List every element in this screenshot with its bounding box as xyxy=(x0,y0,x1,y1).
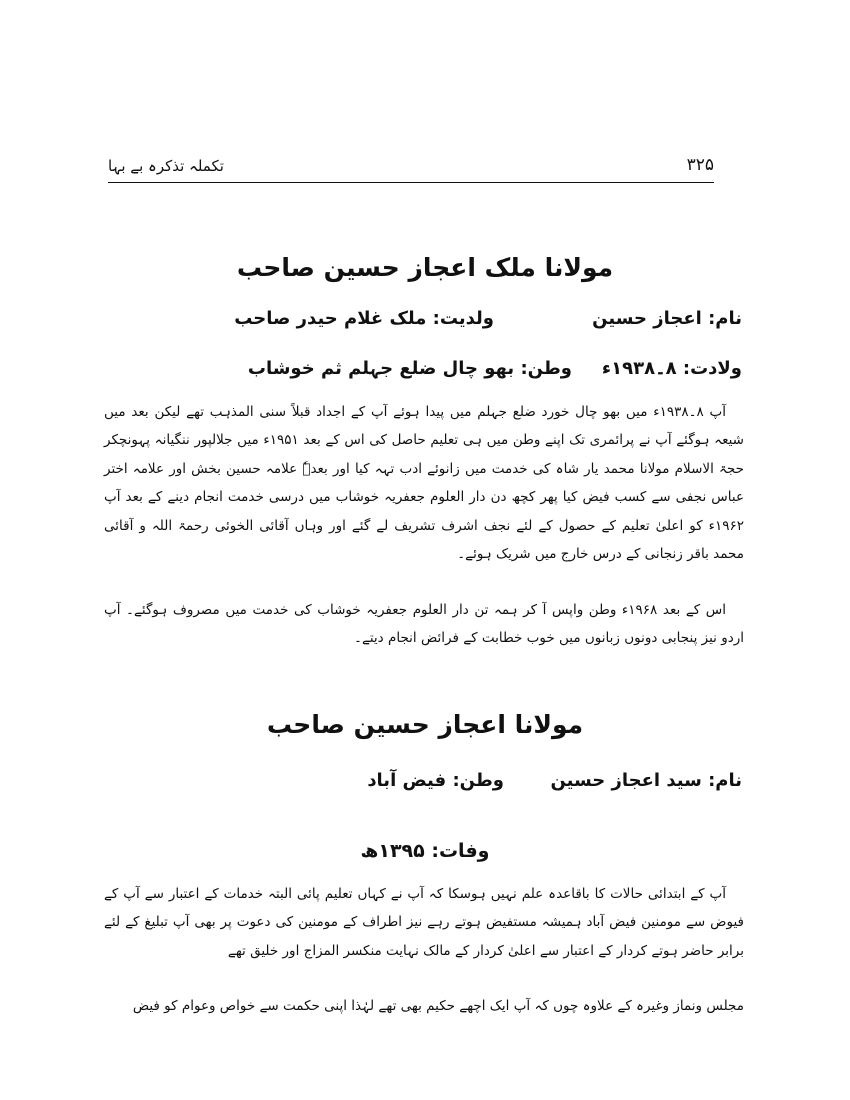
entry2-death: وفات: ۱۳۹۵ھ xyxy=(360,840,490,862)
header-divider xyxy=(108,182,714,183)
entry2-name: نام: سید اعجاز حسین xyxy=(550,770,742,791)
entry2-homeland: وطن: فیض آباد xyxy=(367,770,504,791)
page-number: ۳۲۵ xyxy=(686,155,714,175)
entry1-heading: مولانا ملک اعجاز حسین صاحب xyxy=(236,253,614,282)
entry2-heading: مولانا اعجاز حسین صاحب xyxy=(266,710,584,739)
running-header xyxy=(108,155,714,179)
running-header-title: تکملہ تذکرہ بے بہا xyxy=(108,157,224,175)
entry1-name: نام: اعجاز حسین xyxy=(592,308,742,329)
entry1-father: ولدیت: ملک غلام حیدر صاحب xyxy=(234,308,494,329)
entry1-birth: ولادت: ۸۔۱۹۳۸ء xyxy=(601,358,742,379)
entry2-paragraph-1: آپ کے ابتدائی حالات کا باقاعدہ علم نہیں ہوسکا کہ آپ نے کہاں تعلیم پائی البتہ خدمات کے اعتبار سے آپ کے فیوض سے مومنین فیض آباد ہمیشہ مستفیض ہوتے رہے نیز اطراف کے مومنین کی دعوت پر بھی آپ تبلیغ کے لئے برابر حاضر ہوتے کردار کے اعتبار سے اعلیٰ کردار کے مالک نہایت منکسر المزاج اور خلیق تھے xyxy=(104,886,744,959)
entry1-homeland: وطن: بھو چال ضلع جہلم ثم خوشاب xyxy=(247,358,572,379)
entry1-paragraph-2: اس کے بعد ۱۹۶۸ء وطن واپس آ کر ہمہ تن دار العلوم جعفریہ خوشاب کی خدمت میں مصروف ہوگئے۔ آپ اردو نیز پنجابی دونوں زبانوں میں خوب خطابت کے فرائض انجام دیتے۔ xyxy=(104,602,744,647)
entry2-paragraph-2: مجلس ونماز وغیرہ کے علاوہ چوں کہ آپ ایک اچھے حکیم بھی تھے لہٰذا اپنی حکمت سے خواص وعوام کو فیض xyxy=(132,998,744,1014)
entry1-paragraph-1: آپ ۸۔۱۹۳۸ء میں بھو چال خورد ضلع جہلم میں پیدا ہوئے آپ کے اجداد قبلاً سنی المذہب تھے لیکن بعد میں شیعہ ہوگئے آپ نے پرائمری تک اپنے وطن میں ہی تعلیم حاصل کی اس کے بعد ۱۹۵۱ء میں جلالپور ننگیانہ پہونچکر حجۃ الاسلام مولانا محمد یار شاہ کی خدمت میں زانوئے ادب تہہ کیا اور بعدہٗ علامہ حسین بخش اور علامہ اختر عباس نجفی سے کسب فیض کیا پھر کچھ دن دار العلوم جعفریہ خوشاب میں درسی خدمت انجام دینے کے بعد آپ ۱۹۶۲ء کو اعلیٰ تعلیم کے حصول کے لئے نجف اشرف تشریف لے گئے اور وہاں آقائی الخوئی رحمۃ اللہ و آقائی محمد باقر زنجانی کے درس خارج میں شریک ہوئے۔ xyxy=(104,404,744,563)
